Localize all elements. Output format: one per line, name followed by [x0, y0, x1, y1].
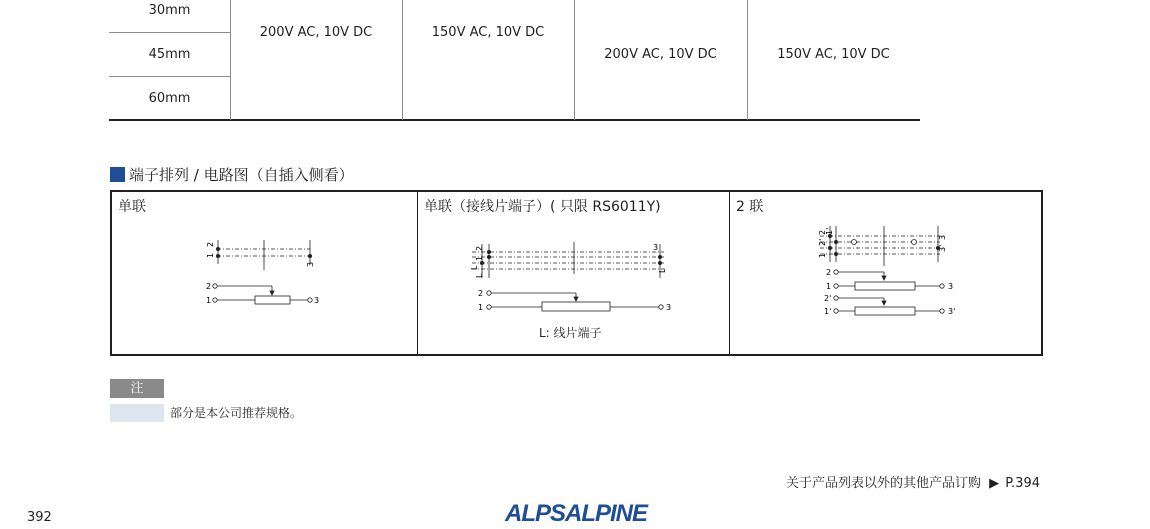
table-column-divider: [230, 0, 231, 120]
note-text: 部分是本公司推荐规格。: [170, 406, 303, 420]
table-cell-size: 30mm: [148, 3, 191, 18]
circuit-label-1: 1: [826, 282, 832, 291]
pin-label-2: 2: [818, 229, 827, 235]
diagram-title-single: 单联: [118, 199, 146, 215]
terminal-diagram-box: [110, 190, 1043, 356]
pin-label-3: 3: [938, 234, 947, 240]
lug-label: L: [475, 273, 484, 278]
lug-label: L: [470, 265, 479, 270]
diagram-column-divider: [729, 192, 730, 354]
play-arrow-icon: ▶: [989, 476, 1000, 491]
dual-gang-diagram: [812, 222, 962, 320]
diagram-column-divider: [417, 192, 418, 354]
pin-label-3b: 3': [938, 244, 947, 252]
recommended-spec-swatch: [110, 404, 164, 422]
circuit-label-2: 2: [826, 268, 832, 277]
footer-link-text: 关于产品列表以外的其他产品订购: [785, 476, 981, 491]
table-column-divider: [402, 0, 403, 120]
other-products-link[interactable]: [786, 476, 1040, 492]
circuit-label-2: 2: [478, 289, 484, 298]
circuit-label-3: 3: [666, 303, 672, 312]
pin-label-1b: 1': [825, 227, 834, 235]
page-reference: P.394: [1005, 476, 1040, 491]
pin-label-2: 2: [206, 241, 215, 247]
table-cell-size: 45mm: [148, 47, 191, 62]
table-row-divider: [109, 32, 230, 33]
table-cell-rating: 150V AC, 10V DC: [777, 47, 890, 62]
circuit-label-1b: 1': [824, 307, 832, 316]
lug-label: L: [658, 268, 667, 273]
section-marker-icon: [110, 167, 125, 182]
section-title-text: 端子排列 / 电路图（自插入侧看）: [129, 166, 354, 184]
circuit-label-1: 1: [206, 296, 212, 305]
circuit-label-3: 3: [948, 282, 954, 291]
lug-caption: L: 线片端子: [539, 326, 602, 340]
circuit-label-3b: 3': [948, 307, 956, 316]
pin-label-1: 1: [206, 252, 215, 258]
page-number: 392: [27, 510, 52, 525]
table-cell-rating: 150V AC, 10V DC: [431, 25, 545, 40]
pin-label-3: 3: [653, 243, 659, 252]
diagram-title-single-lug: 单联（接线片端子）( 只限 RS6011Y): [424, 199, 661, 215]
table-cell-size: 60mm: [148, 91, 191, 106]
pin-label-1: 1: [475, 255, 484, 261]
note-tag: 注: [110, 379, 164, 398]
table-cell-rating: 200V AC, 10V DC: [604, 47, 717, 62]
circuit-label-2b: 2': [824, 294, 832, 303]
circuit-label-3: 3: [314, 296, 320, 305]
circuit-label-2: 2: [206, 282, 212, 291]
table-cell-rating: 200V AC, 10V DC: [259, 25, 373, 40]
pin-label-1: 1: [818, 252, 827, 258]
single-gang-diagram: [192, 234, 332, 309]
table-row-divider: [109, 76, 230, 77]
circuit-label-1: 1: [478, 303, 484, 312]
pin-label-3: 3: [306, 261, 315, 267]
section-title: [110, 165, 354, 185]
pin-label-2b: 2': [818, 238, 827, 246]
logo-wordmark: ALPSALPINE: [504, 500, 648, 524]
diagram-title-dual: 2 联: [736, 199, 764, 215]
pin-label-2: 2: [475, 245, 484, 251]
alpsalpine-logo: [490, 500, 662, 524]
single-gang-lug-diagram: [464, 238, 684, 316]
spec-table: [109, 0, 920, 121]
